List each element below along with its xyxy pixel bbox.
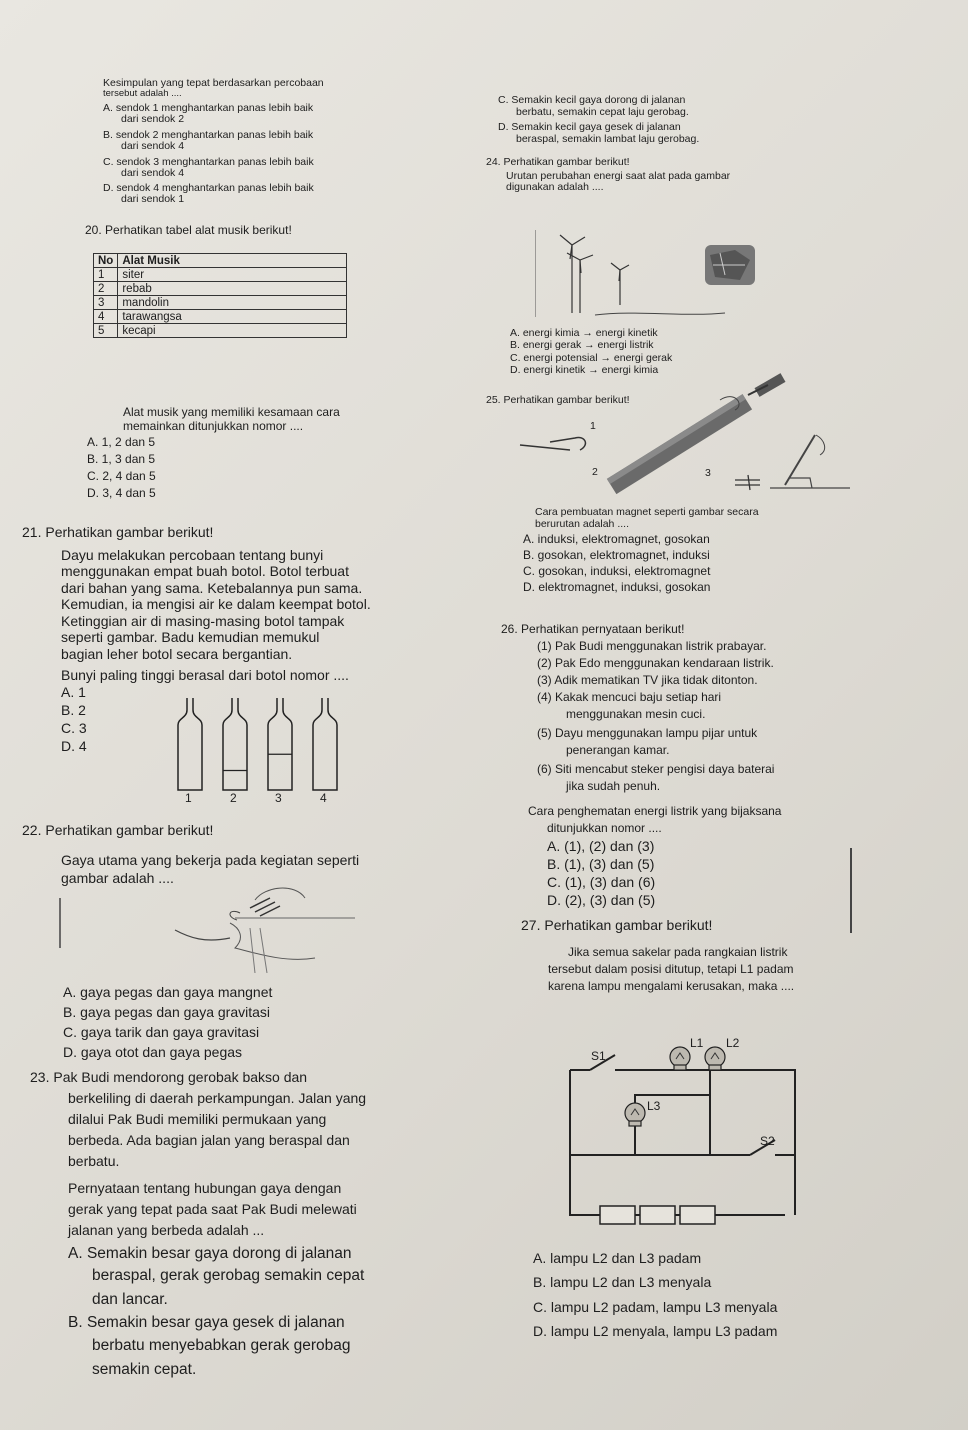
q21-text-2: menggunakan empat buah botol. Botol terbuat	[61, 563, 349, 579]
q26-text-1: Cara penghematan energi listrik yang bijaksana	[528, 804, 782, 818]
wind-turbine-illustration	[535, 225, 775, 320]
spring-exerciser-illustration	[55, 868, 365, 973]
q26-statement-5: (5) Dayu menggunakan lampu pijar untuk	[537, 726, 758, 740]
bottle-4	[313, 698, 337, 790]
table-row	[94, 324, 347, 338]
magnet-making-illustration	[480, 350, 850, 500]
q23-stem: 23. Pak Budi mendorong gerobak bakso dan	[30, 1069, 308, 1085]
q26-option-c: C. (1), (3) dan (6)	[547, 874, 656, 890]
q26-statement-6-cont: jika sudah penuh.	[566, 779, 661, 793]
q19-option-b: B. sendok 2 menghantarkan panas lebih baik	[103, 129, 314, 141]
q23-option-b-cont1: berbatu menyebabkan gerak gerobag	[92, 1337, 351, 1354]
table-row	[94, 296, 347, 310]
q22-option-a: A. gaya pegas dan gaya mangnet	[63, 984, 273, 1000]
q26-stem: 26. Perhatikan pernyataan berikut!	[501, 622, 685, 636]
q21-option-d: D. 4	[61, 738, 87, 754]
q19-option-c: C. sendok 3 menghantarkan panas lebih baik	[103, 156, 314, 168]
q26-statement-6: (6) Siti mencabut steker pengisi daya baterai	[537, 762, 775, 776]
label-s1: S1	[591, 1049, 606, 1063]
q27-text-3: karena lampu mengalami kerusakan, maka ....	[548, 979, 795, 993]
q21-text-5: Ketinggian air di masing-masing botol tampak	[61, 613, 345, 629]
q19-option-d: D. sendok 4 menghantarkan panas lebih baik	[103, 182, 314, 194]
q24-text-2: digunakan adalah ....	[506, 181, 604, 193]
q23-text-2: dilalui Pak Budi memiliki permukaan yang	[68, 1111, 327, 1127]
q23-option-c-cont: berbatu, semakin cepat laju gerobag.	[516, 106, 689, 118]
q25-label-2: 2	[592, 466, 598, 478]
q21-text-7: bagian leher botol secara bergantian.	[61, 646, 293, 662]
q25-stem: 25. Perhatikan gambar berikut!	[486, 394, 630, 406]
q25-label-1: 1	[590, 420, 596, 432]
bottle-3	[268, 698, 292, 790]
q19-option-d-cont: dari sendok 1	[121, 193, 185, 205]
q19-option-c-cont: dari sendok 4	[121, 167, 185, 179]
bottle-label-4: 4	[320, 791, 327, 805]
q20-stem: 20. Perhatikan tabel alat musik berikut!	[85, 223, 292, 237]
q26-option-a: A. (1), (2) dan (3)	[547, 838, 655, 854]
table-row	[94, 282, 347, 296]
q20-option-c: C. 2, 4 dan 5	[87, 469, 156, 483]
q27-option-c: C. lampu L2 padam, lampu L3 menyala	[533, 1299, 778, 1315]
q22-option-c: C. gaya tarik dan gaya gravitasi	[63, 1024, 260, 1040]
q24-option-a: A. energi kimia → energi kinetik	[510, 327, 658, 339]
table-row	[94, 310, 347, 324]
q25-option-c: C. gosokan, induksi, elektromagnet	[523, 564, 711, 578]
q20-table	[93, 253, 347, 338]
bottle-1	[178, 698, 202, 790]
q27-stem: 27. Perhatikan gambar berikut!	[521, 917, 713, 933]
q21-text-6: seperti gambar. Badu kemudian memukul	[61, 629, 320, 645]
bottle-label-1: 1	[185, 791, 192, 805]
q21-text-8: Bunyi paling tinggi berasal dari botol nomor ....	[61, 667, 349, 683]
q19-intro-line2: tersebut adalah ....	[103, 88, 182, 99]
table-cell: kecapi	[118, 324, 347, 338]
q20-question-cont: memainkan ditunjukkan nomor ....	[123, 419, 304, 433]
q20-option-a: A. 1, 2 dan 5	[87, 435, 156, 449]
table-row	[94, 268, 347, 282]
q24-option-d: D. energi kinetik → energi kimia	[510, 364, 659, 376]
bottles-figure	[168, 690, 338, 800]
q26-statement-4-cont: menggunakan mesin cuci.	[566, 707, 706, 721]
q23-option-a-cont2: dan lancar.	[92, 1291, 168, 1308]
q22-stem: 22. Perhatikan gambar berikut!	[22, 822, 214, 838]
q25-option-a: A. induksi, elektromagnet, gosokan	[523, 532, 710, 546]
margin-mark	[850, 848, 852, 933]
q23-text-4: berbatu.	[68, 1153, 120, 1169]
q27-option-a: A. lampu L2 dan L3 padam	[533, 1250, 702, 1266]
q21-option-c: C. 3	[61, 720, 87, 736]
table-cell: rebab	[118, 282, 347, 296]
table-cell: 4	[94, 310, 118, 324]
q20-option-d: D. 3, 4 dan 5	[87, 486, 156, 500]
bottle-label-2: 2	[230, 791, 237, 805]
q23-text-5: Pernyataan tentang hubungan gaya dengan	[68, 1180, 342, 1196]
q23-option-d: D. Semakin kecil gaya gesek di jalanan	[498, 121, 681, 133]
table-cell: tarawangsa	[118, 310, 347, 324]
q19-option-b-cont: dari sendok 4	[121, 140, 185, 152]
table-header-no: No	[94, 254, 118, 268]
q26-statement-2: (2) Pak Edo menggunakan kendaraan listrik.	[537, 656, 774, 670]
q26-statement-5-cont: penerangan kamar.	[566, 743, 670, 757]
q20-option-b: B. 1, 3 dan 5	[87, 452, 156, 466]
q23-text-7: jalanan yang berbeda adalah ...	[68, 1222, 265, 1238]
q23-text-6: gerak yang tepat pada saat Pak Budi melewati	[68, 1201, 357, 1217]
q24-option-c: C. energi potensial → energi gerak	[510, 352, 673, 364]
circuit-diagram	[560, 1035, 830, 1235]
q21-stem: 21. Perhatikan gambar berikut!	[22, 524, 214, 540]
q23-option-b: B. Semakin besar gaya gesek di jalanan	[68, 1314, 345, 1331]
q21-option-a: A. 1	[61, 684, 86, 700]
q23-option-c: C. Semakin kecil gaya dorong di jalanan	[498, 94, 686, 106]
label-l2: L2	[726, 1036, 740, 1050]
label-l3: L3	[647, 1099, 661, 1113]
q27-text-1: Jika semua sakelar pada rangkaian listrik	[568, 945, 788, 959]
q21-option-b: B. 2	[61, 702, 86, 718]
q25-label-3: 3	[705, 467, 711, 479]
q23-option-a-cont1: beraspal, gerak gerobag semakin cepat	[92, 1267, 365, 1284]
q23-text-1: berkeliling di daerah perkampungan. Jalan yang	[68, 1090, 367, 1106]
table-cell: mandolin	[118, 296, 347, 310]
q27-text-2: tersebut dalam posisi ditutup, tetapi L1 padam	[548, 962, 794, 976]
table-cell: siter	[118, 268, 347, 282]
table-cell: 3	[94, 296, 118, 310]
bottle-label-3: 3	[275, 791, 282, 805]
q19-intro-line1: Kesimpulan yang tepat berdasarkan percobaan	[103, 77, 324, 89]
q23-option-b-cont2: semakin cepat.	[92, 1361, 197, 1378]
table-cell: 2	[94, 282, 118, 296]
table-header-row	[94, 254, 347, 268]
q22-text-2: gambar adalah ....	[61, 870, 174, 886]
table-header-alat: Alat Musik	[118, 254, 347, 268]
q26-option-d: D. (2), (3) dan (5)	[547, 892, 656, 908]
q21-text-4: Kemudian, ia mengisi air ke dalam keempat botol.	[61, 596, 371, 612]
q24-option-b: B. energi gerak → energi listrik	[510, 339, 654, 351]
q26-statement-3: (3) Adik mematikan TV jika tidak ditonton.	[537, 673, 758, 687]
q23-option-d-cont: beraspal, semakin lambat laju gerobag.	[516, 133, 700, 145]
q22-option-b: B. gaya pegas dan gaya gravitasi	[63, 1004, 271, 1020]
label-s2: S2	[760, 1134, 775, 1148]
q25-text-1: Cara pembuatan magnet seperti gambar secara	[535, 506, 759, 518]
q22-text-1: Gaya utama yang bekerja pada kegiatan seperti	[61, 852, 360, 868]
q24-text-1: Urutan perubahan energi saat alat pada gambar	[506, 170, 731, 182]
q19-option-a: A. sendok 1 menghantarkan panas lebih baik	[103, 102, 314, 114]
q26-statement-4: (4) Kakak mencuci baju setiap hari	[537, 690, 722, 704]
q26-text-2: ditunjukkan nomor ....	[547, 821, 662, 835]
q23-option-a: A. Semakin besar gaya dorong di jalanan	[68, 1245, 352, 1262]
q23-text-3: berbeda. Ada bagian jalan yang beraspal dan	[68, 1132, 350, 1148]
q21-text-3: dari bahan yang sama. Ketebalannya pun sama.	[61, 580, 363, 596]
q21-text-1: Dayu melakukan percobaan tentang bunyi	[61, 547, 324, 563]
q20-question: Alat musik yang memiliki kesamaan cara	[123, 405, 340, 419]
label-l1: L1	[690, 1036, 704, 1050]
q27-option-d: D. lampu L2 menyala, lampu L3 padam	[533, 1323, 778, 1339]
q22-option-d: D. gaya otot dan gaya pegas	[63, 1044, 243, 1060]
q25-option-b: B. gosokan, elektromagnet, induksi	[523, 548, 710, 562]
q26-statement-1: (1) Pak Budi menggunakan listrik prabayar.	[537, 639, 767, 653]
table-cell: 1	[94, 268, 118, 282]
q26-option-b: B. (1), (3) dan (5)	[547, 856, 655, 872]
q27-option-b: B. lampu L2 dan L3 menyala	[533, 1274, 712, 1290]
q24-stem: 24. Perhatikan gambar berikut!	[486, 156, 630, 168]
table-cell: 5	[94, 324, 118, 338]
q19-option-a-cont: dari sendok 2	[121, 113, 185, 125]
q25-option-d: D. elektromagnet, induksi, gosokan	[523, 580, 711, 594]
bottle-2	[223, 698, 247, 790]
q25-text-2: berurutan adalah ....	[535, 518, 629, 530]
